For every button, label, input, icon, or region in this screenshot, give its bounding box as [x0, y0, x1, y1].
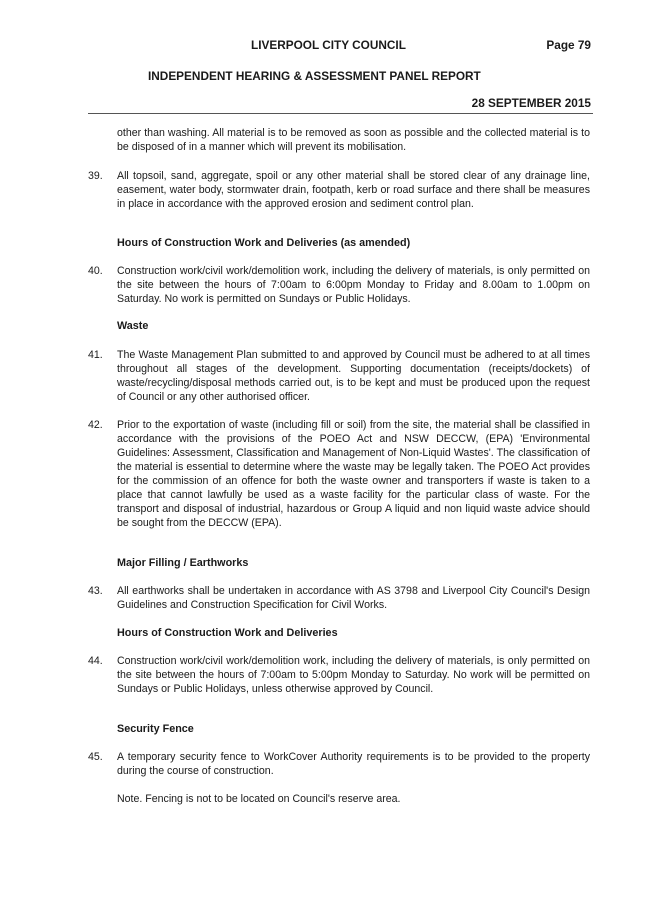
condition-number: 40.	[88, 265, 103, 277]
section-heading: Waste	[117, 320, 149, 332]
council-name: LIVERPOOL CITY COUNCIL	[251, 38, 406, 52]
condition-text: All earthworks shall be undertaken in accordance with AS 3798 and Liverpool City Council's Design Guidelines and Construction Specification for Civil Works.	[117, 585, 590, 611]
condition-text: The Waste Management Plan submitted to and approved by Council must be adhered to at all times throughout all stages of the development. Supporting documentation (receipts/dockets) of waste/recycling/disposal methods carried out, is to be kept and must be produced upon the request of Council or any other authorised officer.	[117, 349, 590, 403]
condition-number: 44.	[88, 655, 103, 667]
section-heading: Major Filling / Earthworks	[117, 557, 249, 569]
section-heading: Security Fence	[117, 723, 194, 735]
condition-number: 43.	[88, 585, 103, 597]
section-heading: Hours of Construction Work and Deliveries	[117, 627, 338, 639]
condition-text: All topsoil, sand, aggregate, spoil or any other material shall be stored clear of any drainage line, easement, water body, stormwater drain, footpath, kerb or road surface and there shall be measures in place in accordance with the approved erosion and sediment control plan.	[117, 170, 590, 210]
condition-number: 39.	[88, 170, 103, 182]
report-date: 28 SEPTEMBER 2015	[471, 96, 591, 110]
note-text: Note. Fencing is not to be located on Council's reserve area.	[117, 793, 401, 805]
condition-text: Construction work/civil work/demolition work, including the delivery of materials, is only permitted on the site between the hours of 7:00am to 5:00pm Monday to Saturday. No work will be permitted on Sundays or Public Holidays, unless otherwise approved by Council.	[117, 655, 590, 695]
condition-text: A temporary security fence to WorkCover Authority requirements is to be provided to the property during the course of construction.	[117, 751, 590, 777]
condition-number: 45.	[88, 751, 103, 763]
header-divider	[88, 113, 593, 114]
condition-text: Prior to the exportation of waste (including fill or soil) from the site, the material shall be classified in accordance with the provisions of the POEO Act and NSW DECCW, (EPA) 'Environmental Guidelines: Assessment, Classification and Management of Non-Liquid Wastes'. The classification of the material is essential to determine where the waste may be legally taken. The POEO Act provides for the commission of an offence for both the waste owner and transporters if waste is taken to a place that cannot lawfully be used as a waste facility for the particular class of waste. For the transport and disposal of industrial, hazardous or Group A liquid and non liquid waste advice should be sought from the DECCW (EPA).	[117, 419, 590, 529]
condition-number: 42.	[88, 419, 103, 431]
report-title: INDEPENDENT HEARING & ASSESSMENT PANEL REPORT	[148, 69, 481, 83]
condition-number: 41.	[88, 349, 103, 361]
section-heading: Hours of Construction Work and Deliveries (as amended)	[117, 237, 411, 249]
continuation-paragraph: other than washing. All material is to be removed as soon as possible and the collected material is to be disposed of in a manner which will prevent its mobilisation.	[117, 127, 590, 153]
page-number: Page 79	[546, 38, 591, 52]
condition-text: Construction work/civil work/demolition work, including the delivery of materials, is only permitted on the site between the hours of 7:00am to 6:00pm Monday to Friday and 8.00am to 1.00pm on Saturday. No work is permitted on Sundays or Public Holidays.	[117, 265, 590, 305]
